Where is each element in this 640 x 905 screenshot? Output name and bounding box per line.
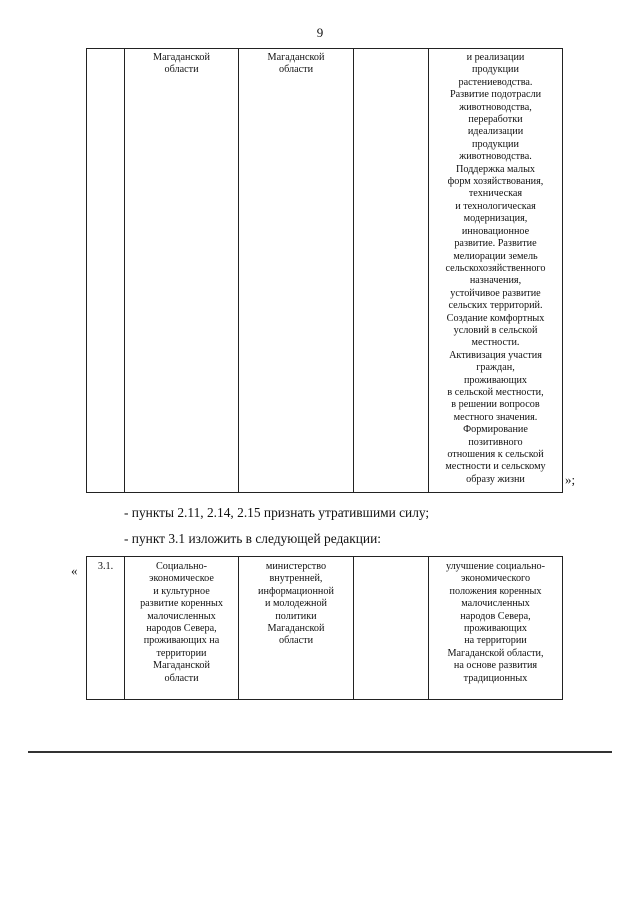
cell-name: Магаданской области	[125, 49, 239, 493]
opening-quote: «	[71, 563, 78, 578]
table-row	[87, 557, 563, 700]
cell-executor: министерство внутренней, информационной и молодежной политики Магаданской области	[239, 557, 354, 700]
cell-name: Социально- экономическое и культурное развитие коренных малочисленных народов Севера, проживающих на территории Магаданской области	[125, 557, 239, 700]
cell-result: улучшение социально- экономического положения коренных малочисленных народов Севера, проживающих на территории Магаданской области, на основе развития традиционных	[429, 557, 563, 700]
closing-quote: »;	[565, 472, 576, 487]
program-table-continued	[86, 48, 563, 493]
instruction-line: - пункты 2.11, 2.14, 2.15 признать утратившими силу;	[124, 505, 430, 520]
cell-number	[87, 49, 125, 493]
page-number: 9	[316, 25, 324, 40]
cell-executor: Магаданской области	[239, 49, 354, 493]
cell-period	[354, 49, 429, 493]
cell-period	[354, 557, 429, 700]
cell-number: 3.1.	[87, 557, 125, 700]
footer-divider	[28, 751, 612, 753]
instruction-line: - пункт 3.1 изложить в следующей редакции:	[124, 531, 381, 546]
program-table-new	[86, 556, 563, 700]
table-row	[87, 49, 563, 493]
cell-result: и реализации продукции растениеводства. Развитие подотрасли животноводства, переработки идеализации продукции животноводства. Поддержка малых форм хозяйствования, техническая и технологическая модернизация, инновационное развитие. Развитие мелиорации земель сельскохозяйственного назначения, устойчивое развитие сельских территорий. Создание комфортных условий в сельской местности. Активизация участия граждан, проживающих в сельской местности, в решении вопросов местного значения. Формирование позитивного отношения к сельской местности и сельскому образу жизни	[429, 49, 563, 493]
